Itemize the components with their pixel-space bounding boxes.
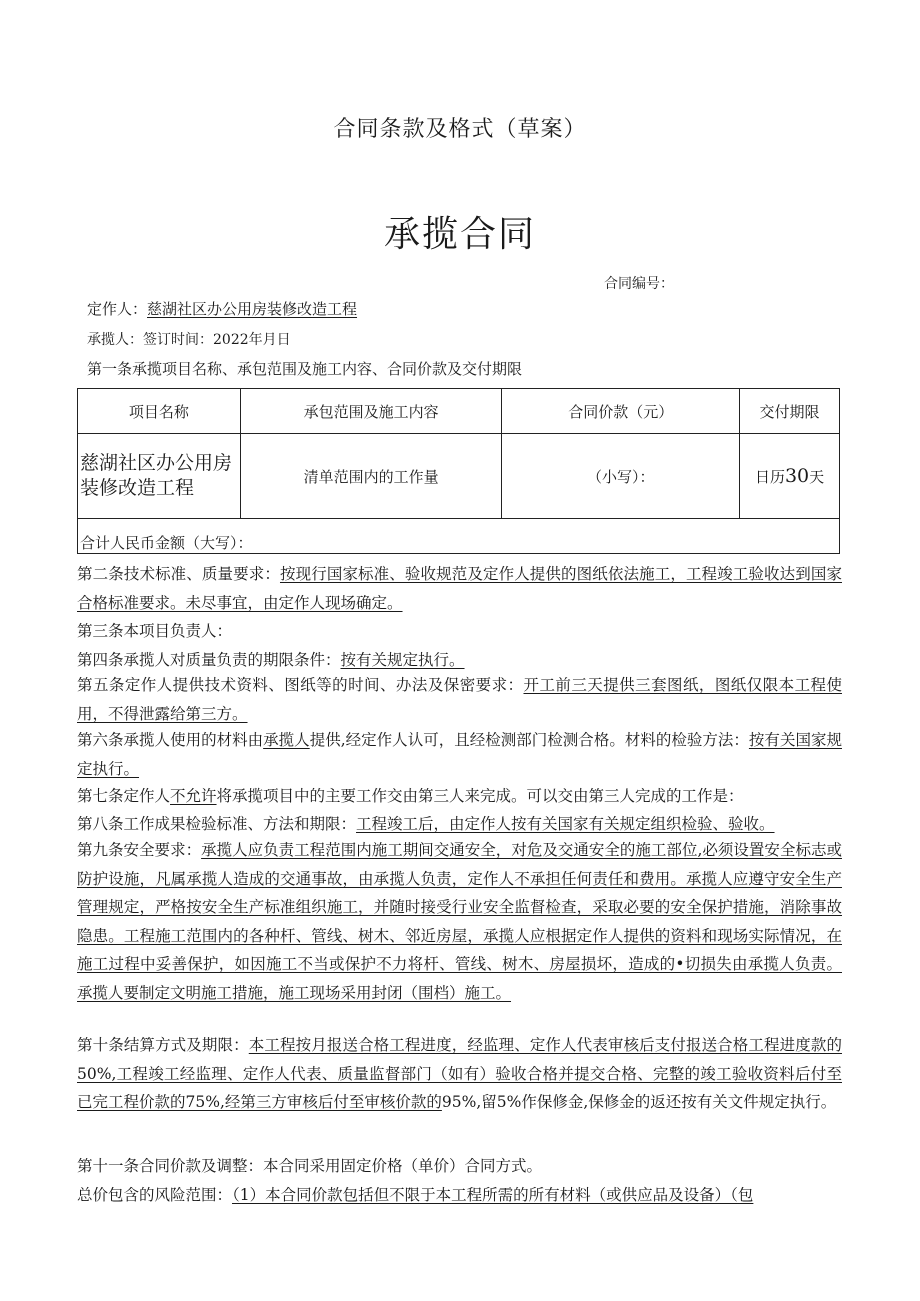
header-price: 合同价款（元）	[502, 389, 740, 434]
article-7	[77, 782, 842, 811]
risk-scope-label: 总价包含的风险范围：	[77, 1186, 233, 1204]
article-8	[77, 810, 842, 839]
article-9-label: 第九条安全要求：	[77, 841, 202, 859]
cell-project-name: 慈湖社区办公用房装修改造工程	[78, 434, 241, 519]
total-amount-label: 合计人民币金额（大写）：	[78, 519, 840, 554]
cell-price: （小写）：	[502, 434, 740, 519]
article-1-title: 第一条承揽项目名称、承包范围及施工内容、合同价款及交付期限	[87, 360, 523, 378]
article-5-label: 第五条定作人提供技术资料、图纸等的时间、办法及保密要求：	[77, 676, 524, 694]
contractor-line	[87, 329, 291, 349]
project-table	[77, 388, 840, 554]
article-8-label: 第八条工作成果检验标准、方法和期限：	[77, 815, 357, 833]
article-4-value: 按有关规定执行。	[340, 651, 465, 669]
sign-year: 2022	[213, 332, 249, 348]
deadline-suffix: 天	[809, 468, 825, 486]
risk-scope	[77, 1181, 842, 1210]
article-5-value: 开工前三天提供三套图纸，图纸仅限本工程使用，不得泄露给第三方。	[77, 676, 842, 723]
article-10-post: 95%,留5%作保修金,保修金的返还按有关文件规定执行。	[441, 1093, 837, 1112]
sign-time-label: 签订时间：	[143, 332, 213, 348]
article-6-inspection-method: 按有关国家规定执行。	[77, 731, 842, 778]
article-7-post: 将承揽项目中的主要工作交由第三人来完成。可以交由第三人完成的工作是：	[216, 787, 744, 805]
article-7-pre: 第七条定作人	[77, 787, 171, 805]
owner-label: 定作人：	[87, 300, 148, 318]
article-6	[77, 726, 842, 783]
contract-number-label: 合同编号：	[604, 276, 674, 292]
header-deadline: 交付期限	[740, 389, 840, 434]
deadline-days: 30	[784, 465, 810, 487]
table-row	[78, 434, 840, 519]
article-6-mid: 提供,经定作人认可，且经检测部门检测合格。材料的检验方法：	[309, 731, 749, 749]
article-9-value: 承揽人应负责工程范围内施工期间交通安全，对危及交通安全的施工部位,必须设置安全标志或防护设施，凡属承揽人造成的交通事故，由承揽人负责，定作人不承担任何责任和费用。承揽人应遵守安全生产管理规定，严格按安全生产标准组织施工，并随时接受行业安全监督检查，采取必要的安全保护措施，消除事故隐患。工程施工范围内的各种杆、管线、树木、邻近房屋，承揽人应根据定作人提供的资料和现场实际情况，在施工过程中妥善保护，如因施工不当或保护不力将杆、管线、树木、房屋损坏，造成的•切损失由承揽人负责。承揽人要制定文明施工措施，施工现场采用封闭（围档）施工。	[77, 841, 842, 1002]
article-7-not-allowed: 不允许	[170, 787, 217, 805]
table-header-row	[78, 389, 840, 434]
deadline-prefix: 日历	[754, 468, 785, 486]
article-2-value: 按现行国家标准、验收规范及定作人提供的图纸依法施工，工程竣工验收达到国家合格标准要求。未尽事宜，由定作人现场确定。	[77, 565, 842, 612]
article-5	[77, 671, 842, 728]
document-title: 承揽合同	[383, 214, 536, 255]
article-2	[77, 560, 842, 617]
article-10	[77, 1031, 842, 1117]
article-4-label: 第四条承揽人对质量负责的期限条件：	[77, 651, 341, 669]
contractor-label: 承揽人：	[87, 332, 143, 348]
article-9	[77, 836, 842, 1008]
owner-value: 慈湖社区办公用房装修改造工程	[147, 300, 358, 318]
article-10-label: 第十条结算方式及期限：	[77, 1036, 249, 1054]
table-total-row	[78, 519, 840, 554]
risk-scope-value: （1）本合同价款包括但不限于本工程所需的所有材料（或供应品及设备）（包	[232, 1186, 754, 1204]
cell-scope: 清单范围内的工作量	[240, 434, 502, 519]
header-scope: 承包范围及施工内容	[240, 389, 502, 434]
owner-line	[87, 298, 357, 319]
document-subtitle: 合同条款及格式（草案）	[333, 117, 587, 142]
article-10-value: 本工程按月报送合格工程进度，经监理、定作人代表审核后支付报送合格工程进度款的50%,工程竣工经监理、定作人代表、质量监督部门（如有）验收合格并提交合格、完整的竣工验收资料后付至已完工程价款的75%,经第三方审核后付至审核价款的	[77, 1036, 842, 1112]
article-3: 第三条本项目负责人：	[77, 622, 233, 640]
article-6-pre: 第六条承揽人使用的材料由	[77, 731, 264, 749]
cell-deadline	[740, 434, 840, 519]
article-6-material-party: 承揽人	[263, 731, 310, 749]
article-8-value: 工程竣工后，由定作人按有关国家有关规定组织检验、验收。	[356, 815, 775, 833]
article-2-label: 第二条技术标准、质量要求：	[77, 565, 280, 583]
sign-date-rest: 年月日	[248, 332, 291, 348]
header-project-name: 项目名称	[78, 389, 241, 434]
article-11: 第十一条合同价款及调整：本合同采用固定价格（单价）合同方式。	[77, 1157, 543, 1175]
